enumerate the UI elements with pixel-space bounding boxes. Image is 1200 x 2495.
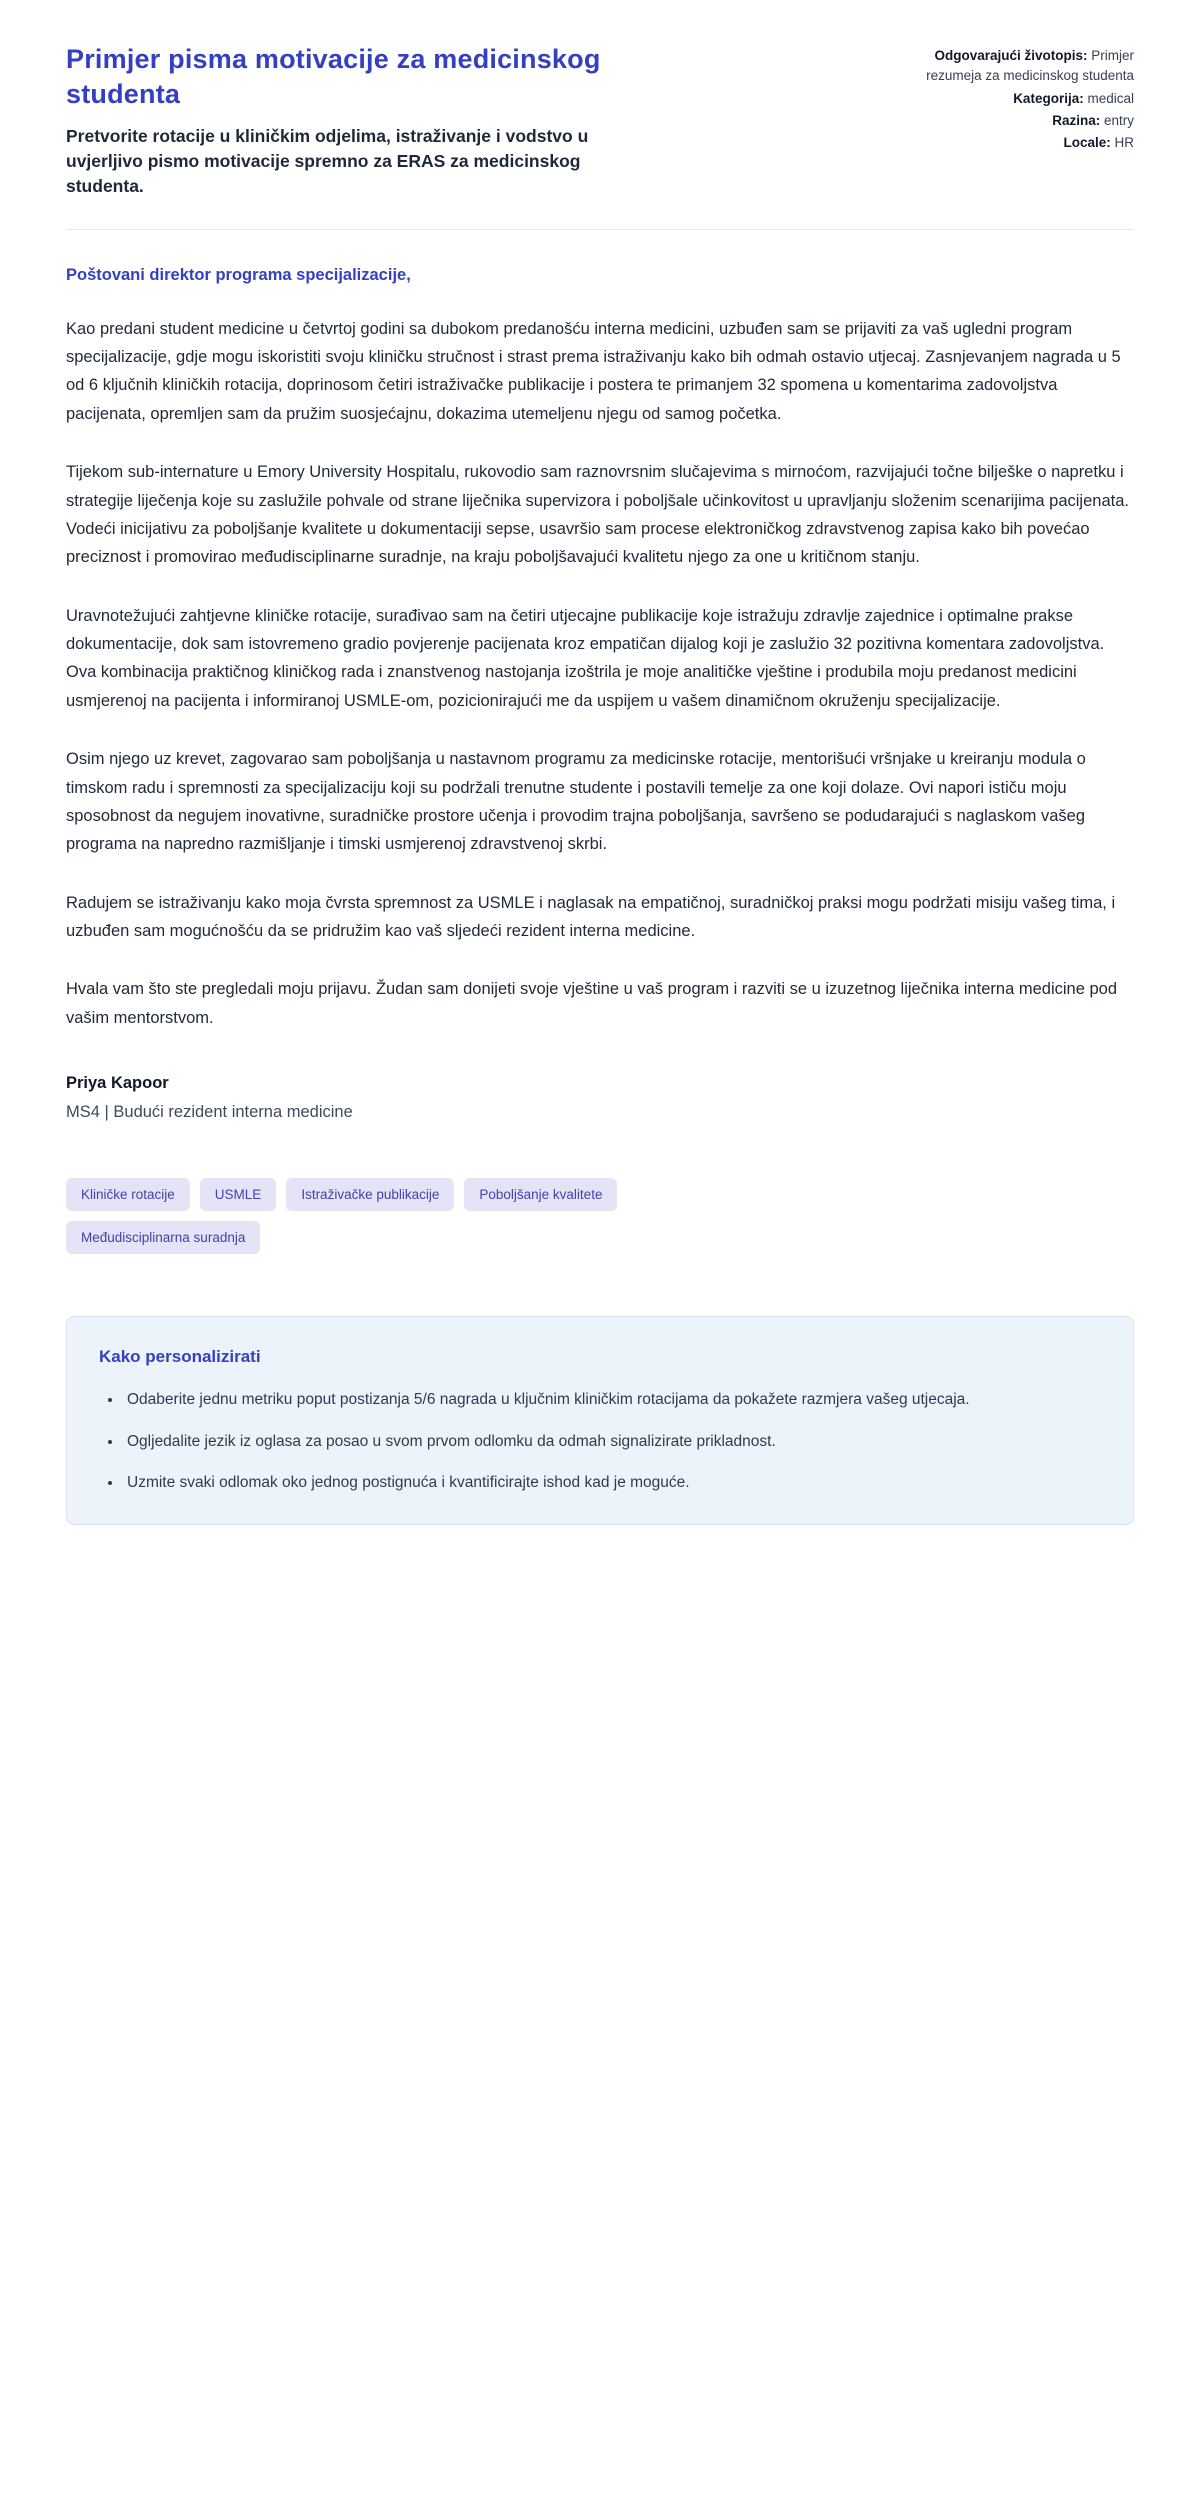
signature-role: MS4 | Budući rezident interna medicine: [66, 1103, 353, 1122]
meta-value: medical: [1087, 90, 1134, 106]
tag-list: [66, 1178, 646, 1254]
meta-value: HR: [1114, 135, 1134, 150]
tag-chip-istrazivacke-publikacije[interactable]: Istraživačke publikacije: [286, 1178, 454, 1211]
meta-label: Odgovarajući životopis:: [934, 48, 1088, 63]
meta-row: [909, 111, 1134, 131]
meta-label: Razina:: [1052, 112, 1101, 128]
meta-label: Locale:: [1063, 135, 1111, 150]
header-left: [66, 42, 606, 199]
tag-chip-medudisciplinarna-suradnja[interactable]: Međudisciplinarna suradnja: [66, 1221, 260, 1254]
letter-salutation: Poštovani direktor programa specijalizacije,: [66, 265, 411, 284]
page-subtitle: Pretvorite rotacije u kliničkim odjelima, istraživanje i vodstvo u uvjerljivo pismo motivacije spremno za ERAS za medicinskog studenta.: [66, 126, 589, 196]
page-title: Primjer pisma motivacije za medicinskog studenta: [66, 44, 601, 110]
tag-chip-usmle[interactable]: USMLE: [200, 1178, 277, 1211]
tip-item: • Ogljedalite jezik iz oglasa za posao u svom prvom odlomku da odmah signalizirate prikladnost.: [123, 1429, 1101, 1455]
meta-row: [909, 133, 1134, 153]
meta-row: [909, 89, 1134, 109]
letter-paragraph: Uravnotežujući zahtjevne kliničke rotacije, surađivao sam na četiri utjecajne publikacije koje istražuju zdravlje zajednice i optimalne prakse dokumentacije, dok sam istovremeno gradio povjerenje pacijenata kroz empatičan dijalog koji je zaslužio 32 pozitivna komentara zadovoljstva. Ova kombinacija praktičnog kliničkog rada i znanstvenog nastojanja izoštrila je moje analitičke vještine i produbila moju predanost medicini usmjerenoj na pacijenta i informiranoj USMLE-om, pozicionirajući me da uspijem u vašem dinamičnom okruženju specijalizacije.: [66, 606, 1105, 710]
letter-paragraph: Tijekom sub-internature u Emory University Hospitalu, rukovodio sam raznovrsnim slučajevima s mirnoćom, razvijajući točne bilješke o napretku i strategije liječenja koje su zaslužile pohvale od strane liječnika supervizora i poboljšale učinkovitost u upravljanju složenim scenarijima pacijenata. Vodeći inicijativu za poboljšanje kvalitete u dokumentaciji sepse, usavršio sam procese elektroničkog zdravstvenog zapisa kako bih povećao preciznost i promovirao međudisciplinarne suradnje, na kraju poboljšavajući kvalitetu njego za one u kritičnom stanju.: [66, 463, 1129, 567]
letter-body: [66, 230, 1134, 1526]
tag-chip-klinicke-rotacije[interactable]: Kliničke rotacije: [66, 1178, 190, 1211]
letter-paragraph: Kao predani student medicine u četvrtoj godini sa dubokom predanošću interna medicini, uzbuđen sam se prijaviti za vaš ugledni program specijalizacije, gdje mogu iskoristiti svoju kliničku stručnost i strast prema istraživanju kako bih odmah ostavio utjecaj. Zasnjevanjem nagrada u 5 od 6 ključnih kliničkih rotacija, doprinosom četiri istraživačke publikacije i postera te primanjem 32 spomena u komentarima zadovoljstva pacijenata, opremljen sam da pružim suosjećajnu, dokazima utemeljenu njegu od samog početka.: [66, 319, 1121, 423]
meta-label: Kategorija:: [1013, 90, 1084, 106]
meta-panel: [909, 42, 1134, 155]
letter-paragraph: Hvala vam što ste pregledali moju prijavu. Žudan sam donijeti svoje vještine u vaš program i razviti se u izuzetnog liječnika interna medicine pod vašim mentorstvom.: [66, 980, 1118, 1027]
tips-box: [66, 1316, 1134, 1525]
letter-paragraph: Osim njego uz krevet, zagovarao sam poboljšanja u nastavnom programu za medicinske rotacije, mentorišući vršnjake u kreiranju modula o timskom radu i spremnosti za specijalizaciju koji su podržali trenutne studente i postavili temelje za one koji dolaze. Ovi napori ističu moju sposobnost da negujem inovativne, suradničke prostore učenja i provodim trajna poboljšanja, savršeno se podudarajući s naglaskom vašeg programa na napredno razmišljanje i timski usmjerenoj zdravstvenoj skrbi.: [66, 750, 1086, 854]
tips-list: [99, 1387, 1101, 1496]
meta-value: Primjer rezumeja za medicinskog studenta: [926, 48, 1134, 84]
meta-value: entry: [1103, 112, 1134, 128]
signature-name: Priya Kapoor: [66, 1074, 169, 1093]
tip-item: • Uzmite svaki odlomak oko jednog postignuća i kvantificirajte ishod kad je moguće.: [123, 1470, 1101, 1496]
tips-title: Kako personalizirati: [99, 1347, 261, 1367]
meta-row: [909, 46, 1134, 87]
tip-item: • Odaberite jednu metriku poput postizanja 5/6 nagrada u ključnim kliničkim rotacijama da pokažete razmjera vašeg utjecaja.: [123, 1387, 1101, 1413]
header: [66, 42, 1134, 230]
letter-paragraph: Radujem se istraživanju kako moja čvrsta spremnost za USMLE i naglasak na empatičnoj, suradničkoj praksi mogu podržati misiju vašeg tima, i uzbuđen sam mogućnošću da se pridružim kao vaš sljedeći rezident interna medicine.: [66, 893, 1116, 941]
tag-chip-poboljsanje-kvalitete[interactable]: Poboljšanje kvalitete: [464, 1178, 617, 1211]
